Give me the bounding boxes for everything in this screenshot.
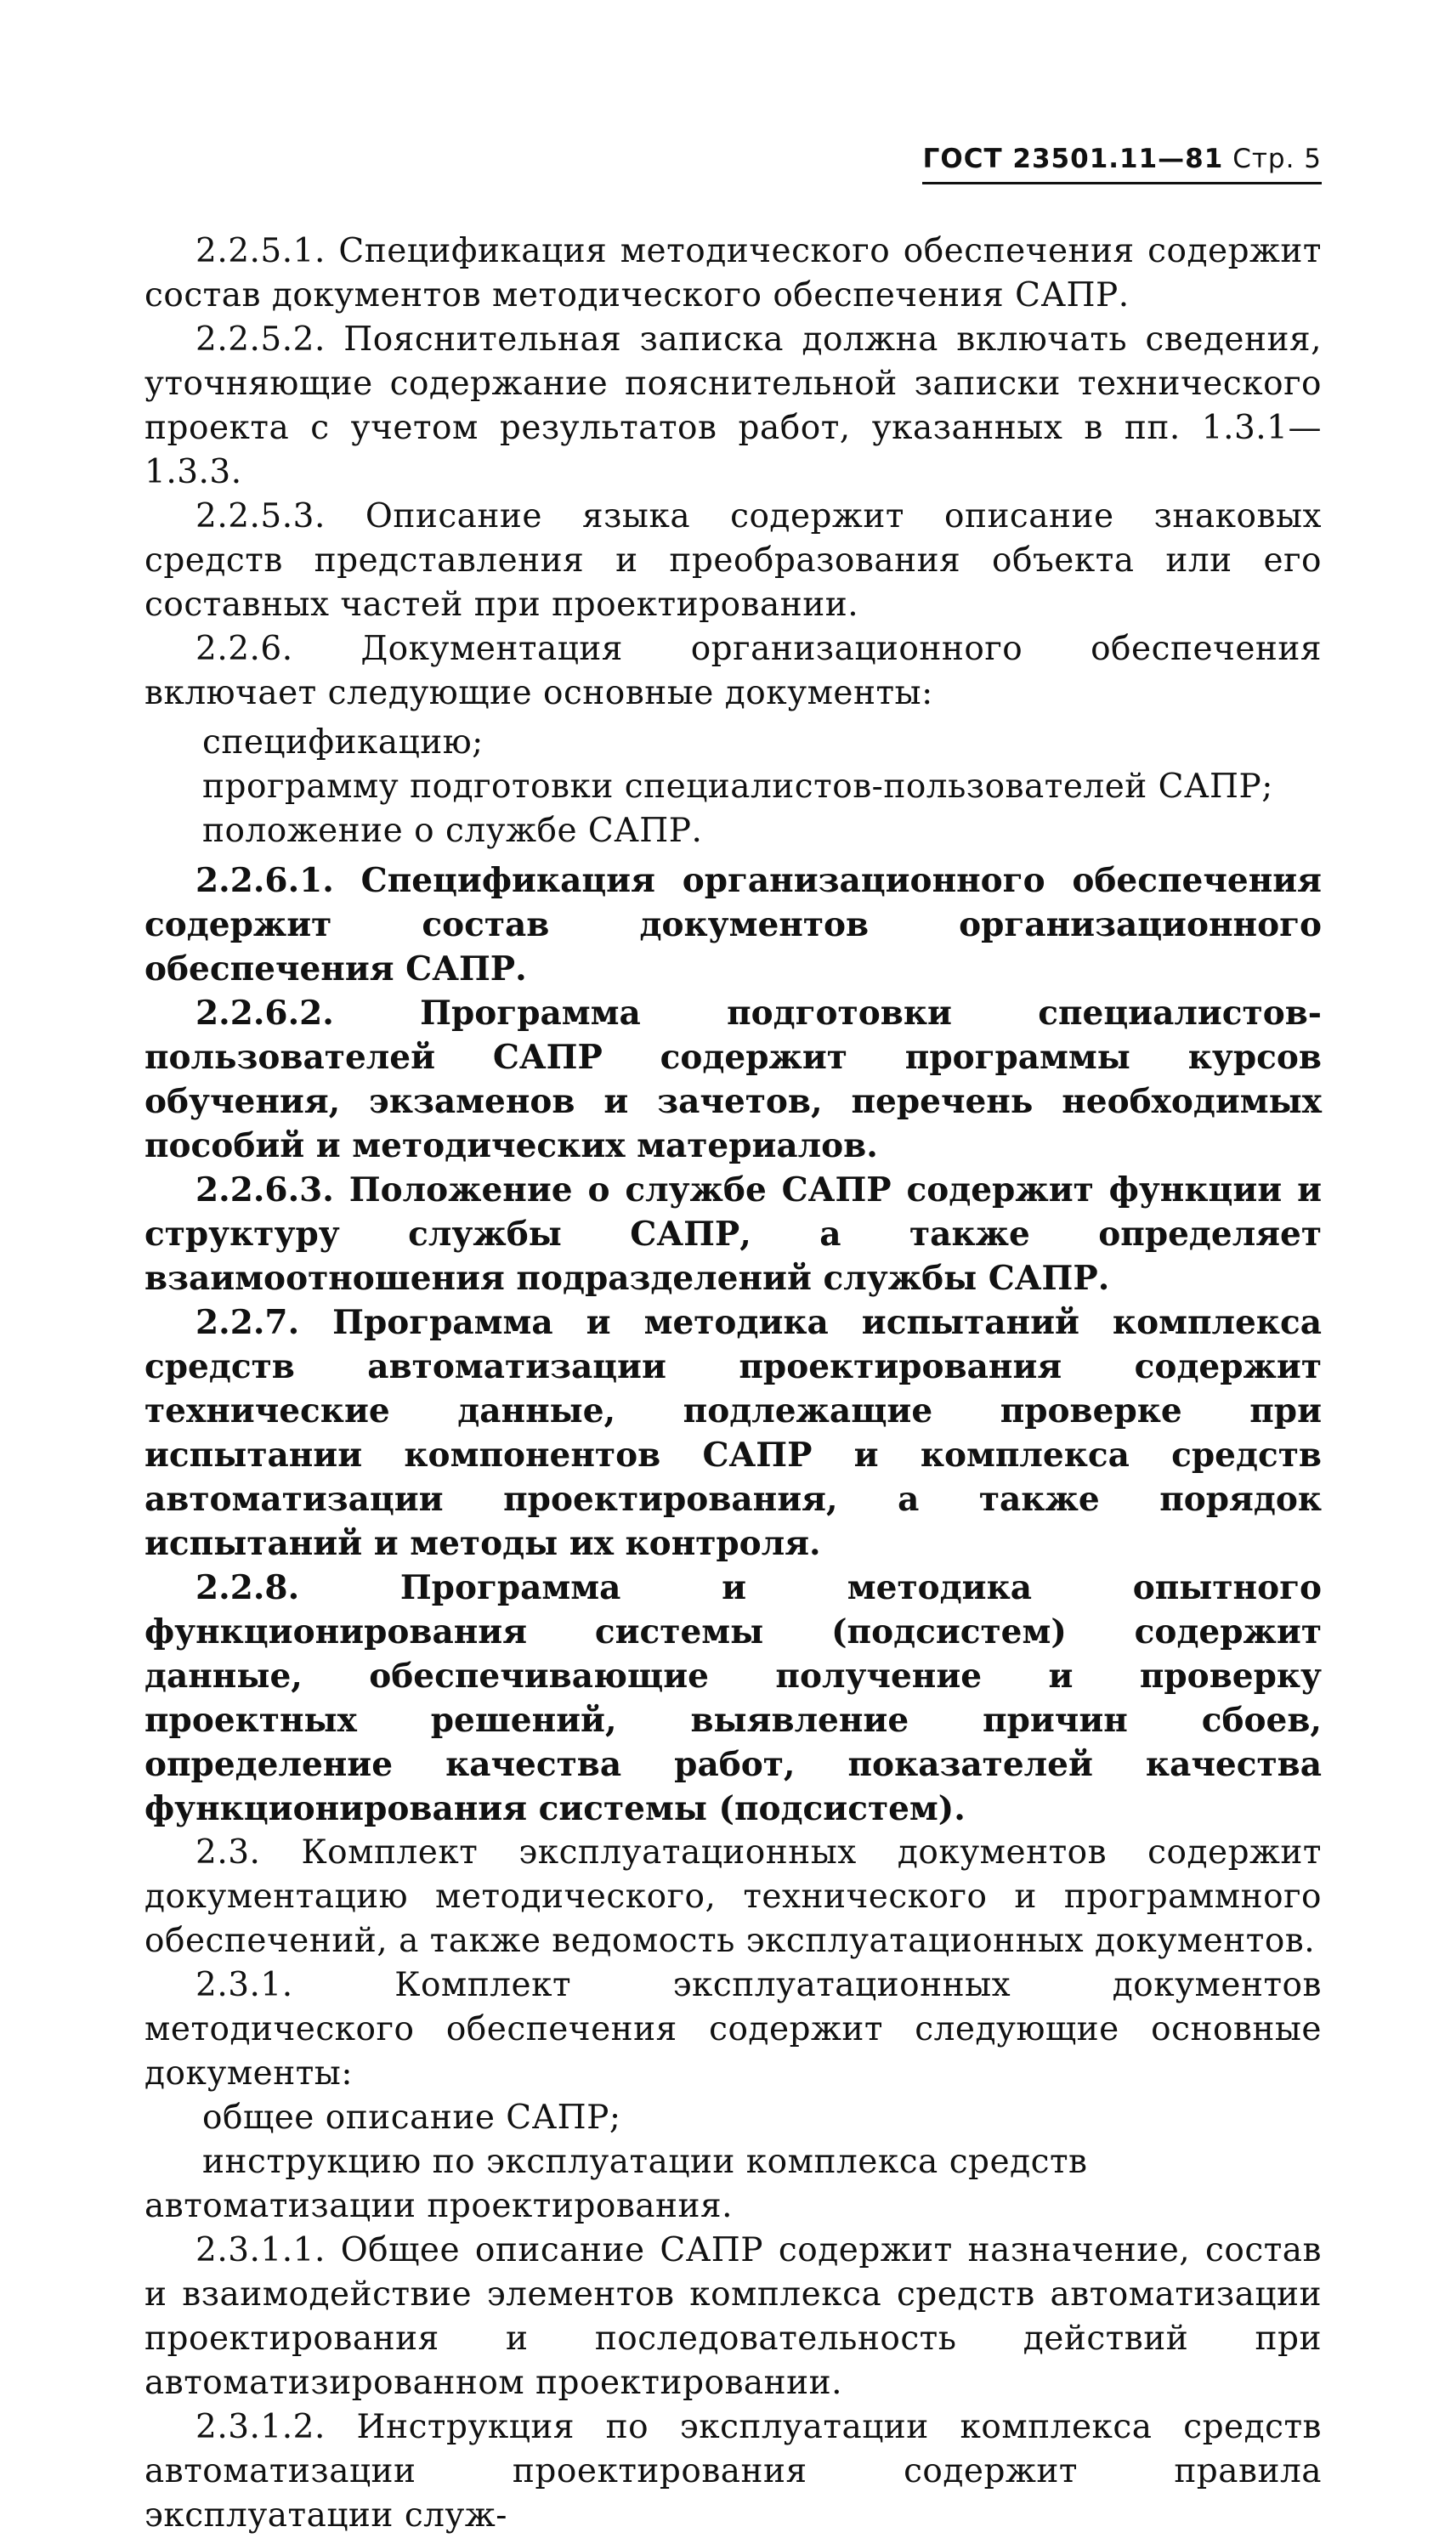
list-item-service-regulation: положение о службе САПР. (202, 812, 703, 850)
paragraph-2-2-6-3: 2.2.6.3. Положение о службе САПР содержит функции и структуру службы САПР, а также определяет взаимоотношения подразделений службы САПР. (144, 1170, 1322, 1298)
paragraph-2-3-1-1: 2.3.1.1. Общее описание САПР содержит назначение, состав и взаимодействие элементов комплекса средств автоматизации проектирования и последовательность действий при автоматизированном проектировании. (144, 2231, 1322, 2402)
paragraph-2-2-8: 2.2.8. Программа и методика опытного функционирования системы (подсистем) содержит данные, обеспечивающие получение и проверку проектных решений, выявление причин сбоев, определение качества работ, показателей качества функционирования системы (подсистем). (144, 1568, 1322, 1828)
paragraph-2-2-5-3: 2.2.5.3. Описание языка содержит описание знаковых средств представления и преобразования объекта или его составных частей при проектировании. (144, 497, 1322, 624)
list-item-training-program: программу подготовки специалистов-пользователей САПР; (202, 768, 1273, 806)
paragraph-2-2-6-1: 2.2.6.1. Спецификация организационного обеспечения содержит состав документов организационного обеспечения САПР. (144, 861, 1322, 989)
page-header (922, 143, 1322, 175)
page-number: Стр. 5 (1232, 144, 1322, 174)
list-item-specification: спецификацию; (202, 723, 484, 762)
standard-number: ГОСТ 23501.11—81 (922, 144, 1224, 174)
list-item-operating-instruction: инструкцию по эксплуатации комплекса средств автоматизации проектирования. (144, 2143, 1088, 2225)
paragraph-2-2-5-2: 2.2.5.2. Пояснительная записка должна включать сведения, уточняющие содержание пояснительной записки технического проекта с учетом результатов работ, указанных в пп. 1.3.1—1.3.3. (144, 320, 1322, 491)
document-body (144, 229, 1322, 2538)
paragraph-2-3: 2.3. Комплект эксплуатационных документов содержит документацию методического, технического и программного обеспечений, а также ведомость эксплуатационных документов. (144, 1833, 1322, 1960)
paragraph-2-2-6-2: 2.2.6.2. Программа подготовки специалистов-пользователей САПР содержит программы курсов обучения, экзаменов и зачетов, перечень необходимых пособий и методических материалов. (144, 994, 1322, 1165)
paragraph-2-2-6: 2.2.6. Документация организационного обеспечения включает следующие основные документы: (144, 630, 1322, 712)
paragraph-2-2-7: 2.2.7. Программа и методика испытаний комплекса средств автоматизации проектирования содержит технические данные, подлежащие проверке при испытании компонентов САПР и комплекса средств автоматизации проектирования, а также порядок испытаний и методы их контроля. (144, 1303, 1322, 1563)
paragraph-2-3-1: 2.3.1. Комплект эксплуатационных документов методического обеспечения содержит следующие основные документы: (144, 1966, 1322, 2093)
list-item-general-description: общее описание САПР; (202, 2099, 621, 2137)
header-divider (922, 182, 1322, 184)
paragraph-2-2-5-1: 2.2.5.1. Спецификация методического обеспечения содержит состав документов методического обеспечения САПР. (144, 232, 1322, 314)
paragraph-2-3-1-2: 2.3.1.2. Инструкция по эксплуатации комплекса средств автоматизации проектирования содержит правила эксплуатации служ- (144, 2408, 1322, 2535)
